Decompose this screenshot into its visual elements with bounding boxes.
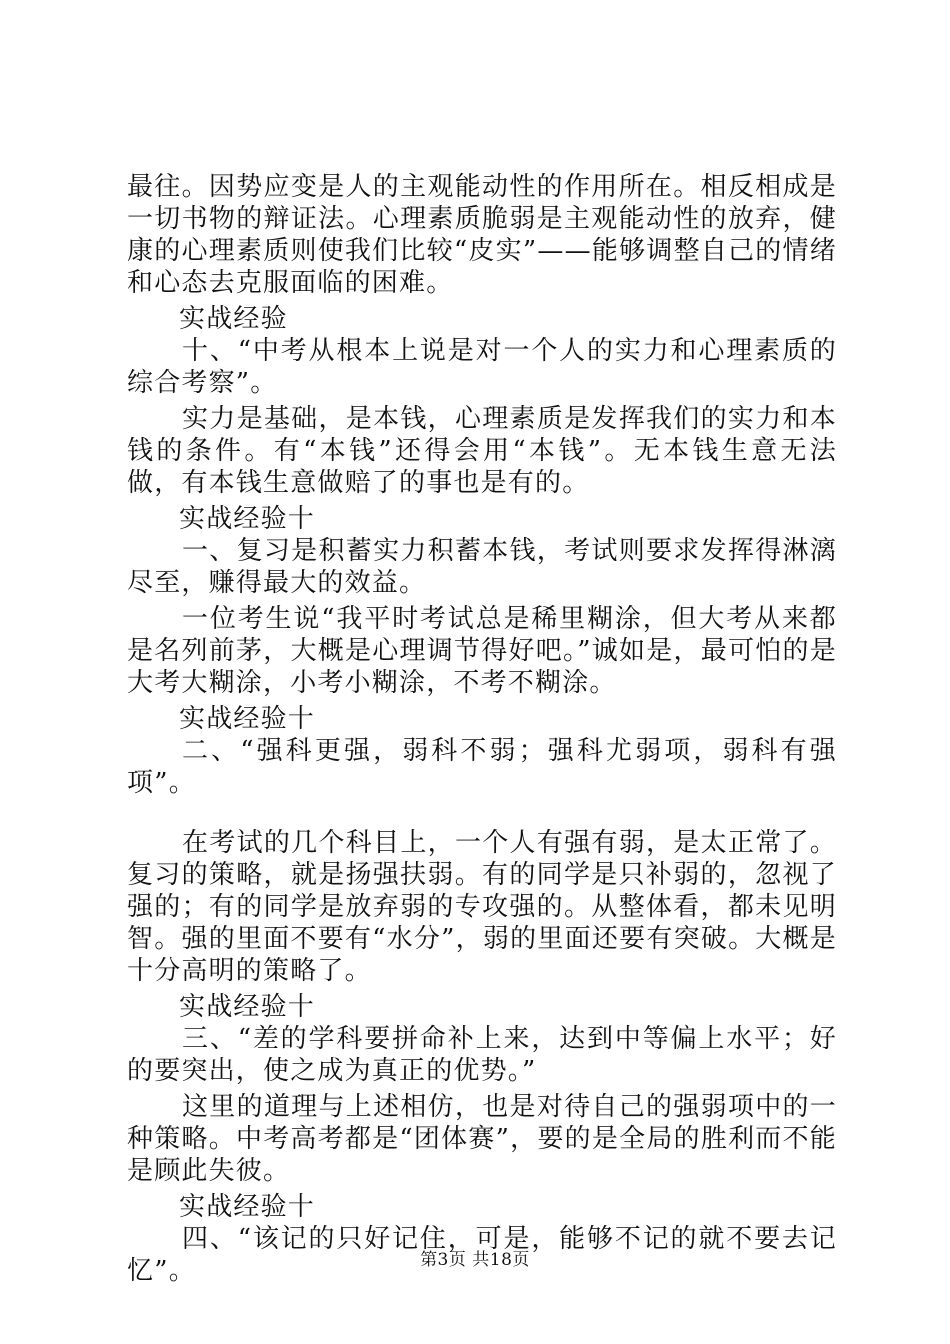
- section-heading: 实战经验: [179, 304, 288, 334]
- body-paragraph: 在考试的几个科目上，一个人有强有弱，是太正常了。复习的策略，就是扬强扶弱。有的同学是只补弱的，忽视了强的；有的同学是放弃弱的专攻强的。从整体看，都未见明智。强的里面不要有“水分”，弱的里面还要有突破。大概是十分高明的策略了。: [127, 828, 837, 986]
- section-heading: 实战经验十: [179, 1192, 316, 1222]
- body-paragraph: 一位考生说“我平时考试总是稀里糊涂，但大考从来都是名列前茅，大概是心理调节得好吧。”诚如是，最可怕的是大考大糊涂，小考小糊涂，不考不糊涂。: [127, 604, 837, 698]
- body-paragraph: 三、“差的学科要拼命补上来，达到中等偏上水平；好的要突出，使之成为真正的优势。”: [127, 1024, 837, 1086]
- section-heading: 实战经验十: [179, 704, 316, 734]
- body-paragraph: 实力是基础，是本钱，心理素质是发挥我们的实力和本钱的条件。有“本钱”还得会用“本钱”。无本钱生意无法做，有本钱生意做赔了的事也是有的。: [127, 404, 837, 498]
- body-paragraph: 四、“该记的只好记住，可是，能够不记的就不要去记忆”。: [127, 1224, 837, 1286]
- body-paragraph: 一、复习是积蓄实力积蓄本钱，考试则要求发挥得淋漓尽至，赚得最大的效益。: [127, 536, 837, 598]
- section-heading: 实战经验十: [179, 504, 316, 534]
- body-paragraph: 二、“强科更强，弱科不弱；强科尤弱项，弱科有强项”。: [127, 736, 837, 798]
- document-body: [127, 171, 837, 1291]
- body-paragraph: 这里的道理与上述相仿，也是对待自己的强弱项中的一种策略。中考高考都是“团体赛”，要的是全局的胜利而不能是顾此失彼。: [127, 1092, 837, 1186]
- section-heading: 实战经验十: [179, 992, 316, 1022]
- page-footer: 第3页 共18页: [420, 1250, 530, 1270]
- body-paragraph: 最往。因势应变是人的主观能动性的作用所在。相反相成是一切书物的辩证法。心理素质脆弱是主观能动性的放弃，健康的心理素质则使我们比较“皮实”——能够调整自己的情绪和心态去克服面临的困难。: [127, 172, 837, 298]
- body-paragraph: 十、“中考从根本上说是对一个人的实力和心理素质的综合考察”。: [127, 336, 837, 398]
